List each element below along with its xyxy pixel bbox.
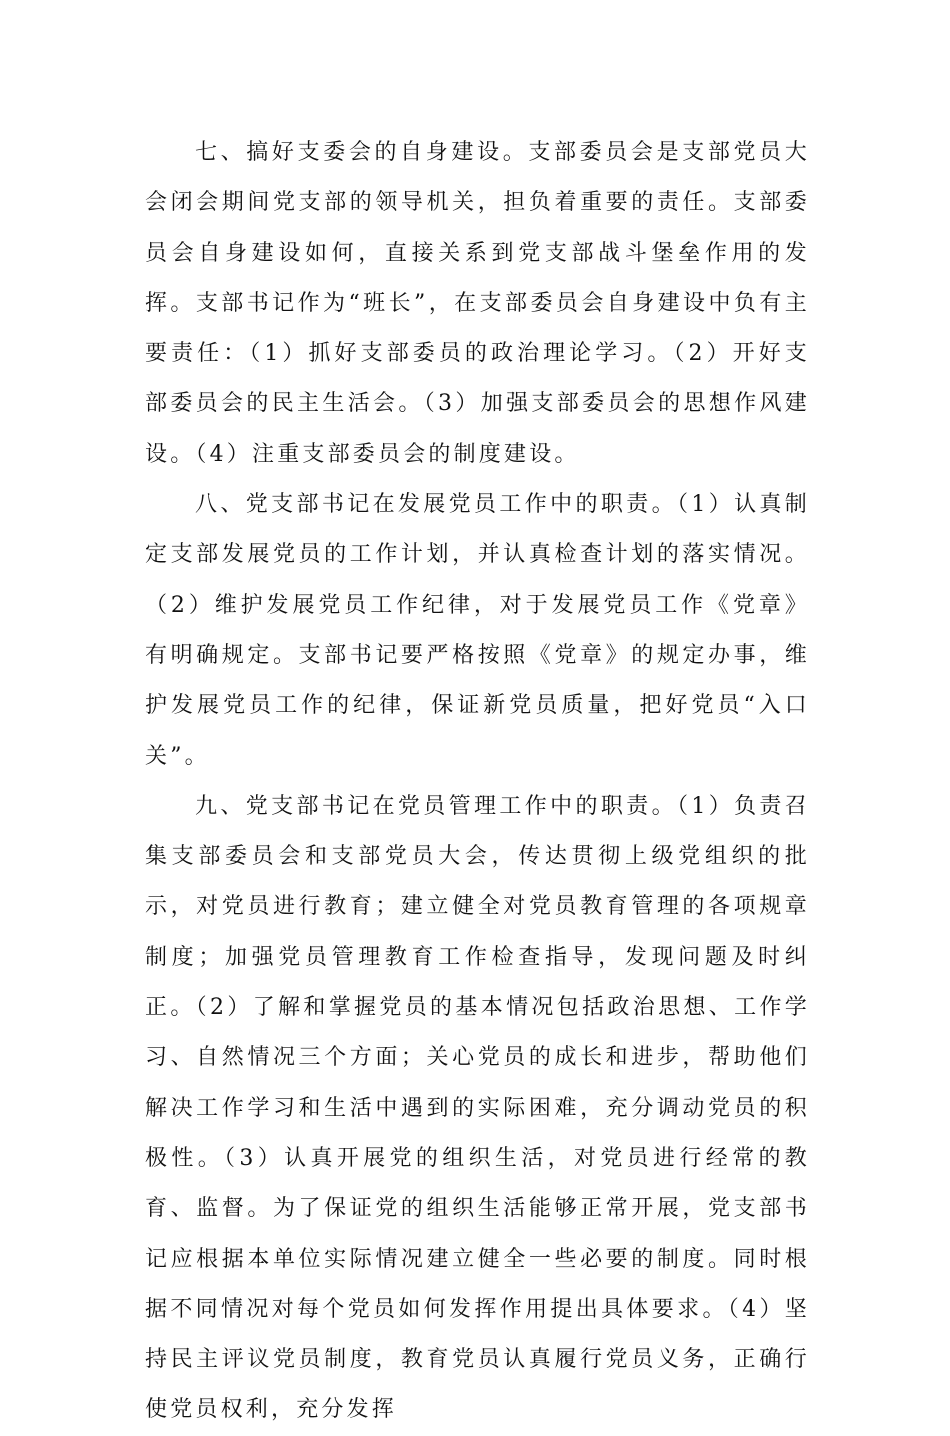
- document-body: [145, 128, 810, 1436]
- paragraph-section-8: 八、党支部书记在发展党员工作中的职责。（1）认真制定支部发展党员的工作计划，并认真检查计划的落实情况。（2）维护发展党员工作纪律，对于发展党员工作《党章》有明确规定。支部书记要严格按照《党章》的规定办事，维护发展党员工作的纪律，保证新党员质量，把好党员“入口关”。: [145, 492, 810, 769]
- paragraph-section-9: 九、党支部书记在党员管理工作中的职责。（1）负责召集支部委员会和支部党员大会，传达贯彻上级党组织的批示，对党员进行教育；建立健全对党员教育管理的各项规章制度；加强党员管理教育工作检查指导，发现问题及时纠正。（2）了解和掌握党员的基本情况包括政治思想、工作学习、自然情况三个方面；关心党员的成长和进步，帮助他们解决工作学习和生活中遇到的实际困难，充分调动党员的积极性。（3）认真开展党的组织生活，对党员进行经常的教育、监督。为了保证党的组织生活能够正常开展，党支部书记应根据本单位实际情况建立健全一些必要的制度。同时根据不同情况对每个党员如何发挥作用提出具体要求。（4）坚持民主评议党员制度，教育党员认真履行党员义务，正确行使党员权利，充分发挥: [145, 793, 810, 1423]
- paragraph-section-7: 七、搞好支委会的自身建设。支部委员会是支部党员大会闭会期间党支部的领导机关，担负着重要的责任。支部委员会自身建设如何，直接关系到党支部战斗堡垒作用的发挥。支部书记作为“班长”，在支部委员会自身建设中负有主要责任：（1）抓好支部委员的政治理论学习。（2）开好支部委员会的民主生活会。（3）加强支部委员会的思想作风建设。（4）注重支部委员会的制度建设。: [145, 140, 810, 467]
